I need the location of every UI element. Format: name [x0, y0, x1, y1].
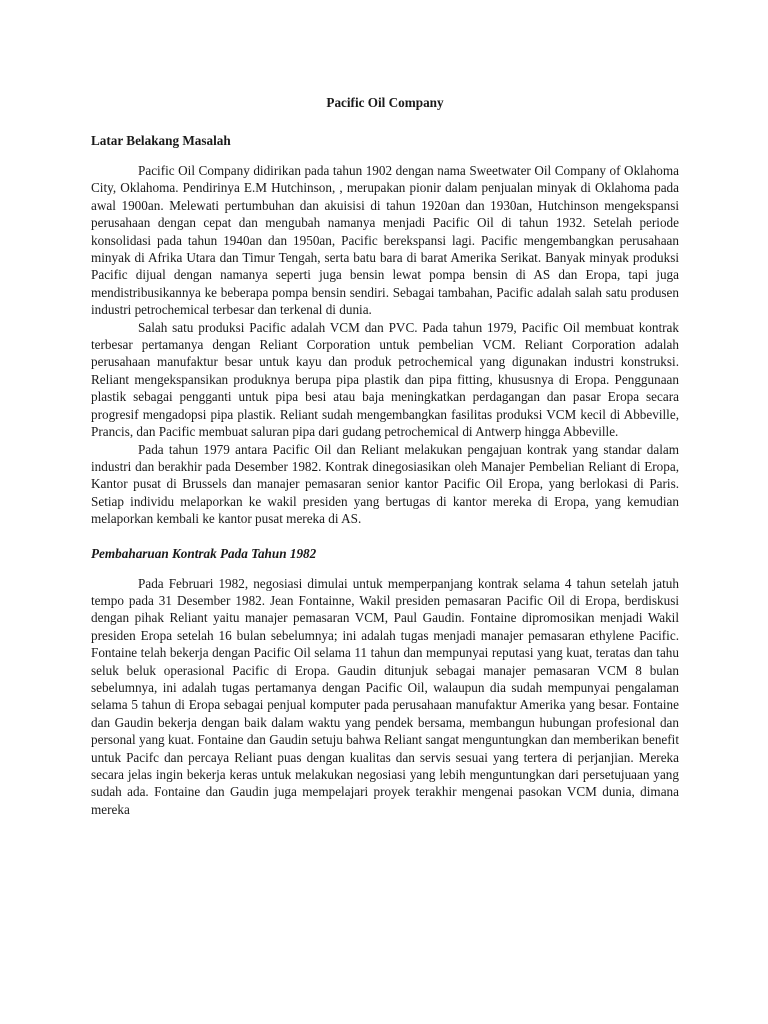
document-title: Pacific Oil Company: [326, 95, 444, 110]
paragraph-latar-belakang-3: Pada tahun 1979 antara Pacific Oil dan Reliant melakukan pengajuan kontrak yang standar dalam industri dan berakhir pada Desember 1982. Kontrak dinegosiasikan oleh Manajer Pembelian Reliant di Eropa, Kantor pusat di Brussels dan manajer pemasaran senior kantor Pacific Oil Eropa, yang berlokasi di Paris. Setiap individu melaporkan ke wakil presiden yang bertugas di kantor mereka di Eropa, yang kemudian melaporkan kembali ke kantor pusat mereka di AS.: [91, 441, 679, 527]
spacer: [91, 122, 679, 132]
section-heading-pembaharuan-kontrak: Pembaharuan Kontrak Pada Tahun 1982: [91, 545, 317, 561]
paragraph-latar-belakang-2: Salah satu produksi Pacific adalah VCM dan PVC. Pada tahun 1979, Pacific Oil membuat kontrak terbesar pertamanya dengan Reliant Corporation untuk pembelian VCM. Reliant Corporation adalah perusahaan manufaktur besar untuk kayu dan produk petrochemical yang digunakan industri konstruksi. Reliant mengekspansikan produknya berupa pipa plastik dan pipa fitting, khususnya di Eropa. Penggunaan plastik sebagai pengganti untuk pipa besi atau baja meningkatkan perdagangan dan pasar Eropa secara progresif mengadopsi pipa plastik. Reliant sudah mengembangkan fasilitas produksi VCM kecil di Abbeville, Prancis, dan Pacific membuat saluran pipa dari gudang petrochemical di Antwerp hingga Abbeville.: [91, 319, 679, 440]
paragraph-pembaharuan-kontrak-1: Pada Februari 1982, negosiasi dimulai untuk memperpanjang kontrak selama 4 tahun setelah jatuh tempo pada 31 Desember 1982. Jean Fontainne, Wakil presiden pemasaran Pacific Oil di Eropa, berdiskusi dengan pihak Reliant yaitu manajer pemasaran VCM, Paul Gaudin. Fontaine dipromosikan menjadi Wakil presiden Eropa setelah 16 bulan sebelumnya; ini adalah tugas menjadi manajer pemasaran ethylene Pacific. Fontaine telah bekerja dengan Pacific Oil selama 11 tahun dan mempunyai reputasi yang kuat, teratas dan tahu seluk beluk operasional Pacific di Eropa. Gaudin ditunjuk sebagai manajer pemasaran VCM 8 bulan sebelumnya, ini adalah tugas pertamanya dengan Pacific Oil, walaupun dia sudah mempunyai pengalaman selama 5 tahun di Eropa sebagai penjual komputer pada perusahaan manufaktur Amerika yang besar. Fontaine dan Gaudin bekerja dengan baik dalam waktu yang pendek bersama, membangun hubungan profesional dan personal yang kuat. Fontaine dan Gaudin setuju bahwa Reliant sangat menguntungkan dan memberikan benefit untuk Pacifc dan percaya Reliant puas dengan kualitas dan servis sesuai yang tertera di perjanjian. Mereka secara jelas ingin bekerja keras untuk melakukan negosiasi yang lebih menguntungkan dari persetujuaan yang sudah ada. Fontaine dan Gaudin juga mempelajari proyek terakhir mengenai pasokan VCM dunia, dimana mereka: [91, 575, 679, 817]
document-page: [91, 94, 679, 818]
spacer: [91, 528, 679, 545]
section-heading-latar-belakang: Latar Belakang Masalah: [91, 133, 231, 148]
paragraph-latar-belakang-1: Pacific Oil Company didirikan pada tahun 1902 dengan nama Sweetwater Oil Company of Oklahoma City, Oklahoma. Pendirinya E.M Hutchinson, , merupakan pionir dalam penjualan minyak di Oklahoma pada awal 1900an. Melewati pertumbuhan dan akuisisi di tahun 1920an dan 1930an, Hutchinson mengekspansi perusahaan dengan cepat dan mengubah namanya menjadi Pacific Oil di tahun 1932. Setelah periode konsolidasi pada tahun 1940an dan 1950an, Pacific berekspansi lagi. Pacific mengembangkan perusahaan minyak di Afrika Utara dan Timur Tengah, serta batu bara di barat Amerika Serikat. Banyak minyak produksi Pacific dijual dengan namanya seperti juga bensin lewat pompa bensin di AS dan Eropa, tapi juga mendistribusikannya ke beberapa pompa bensin sendiri. Sebagai tambahan, Pacific adalah salah satu produsen industri petrochemical terbesar dan terkenal di dunia.: [91, 163, 679, 318]
